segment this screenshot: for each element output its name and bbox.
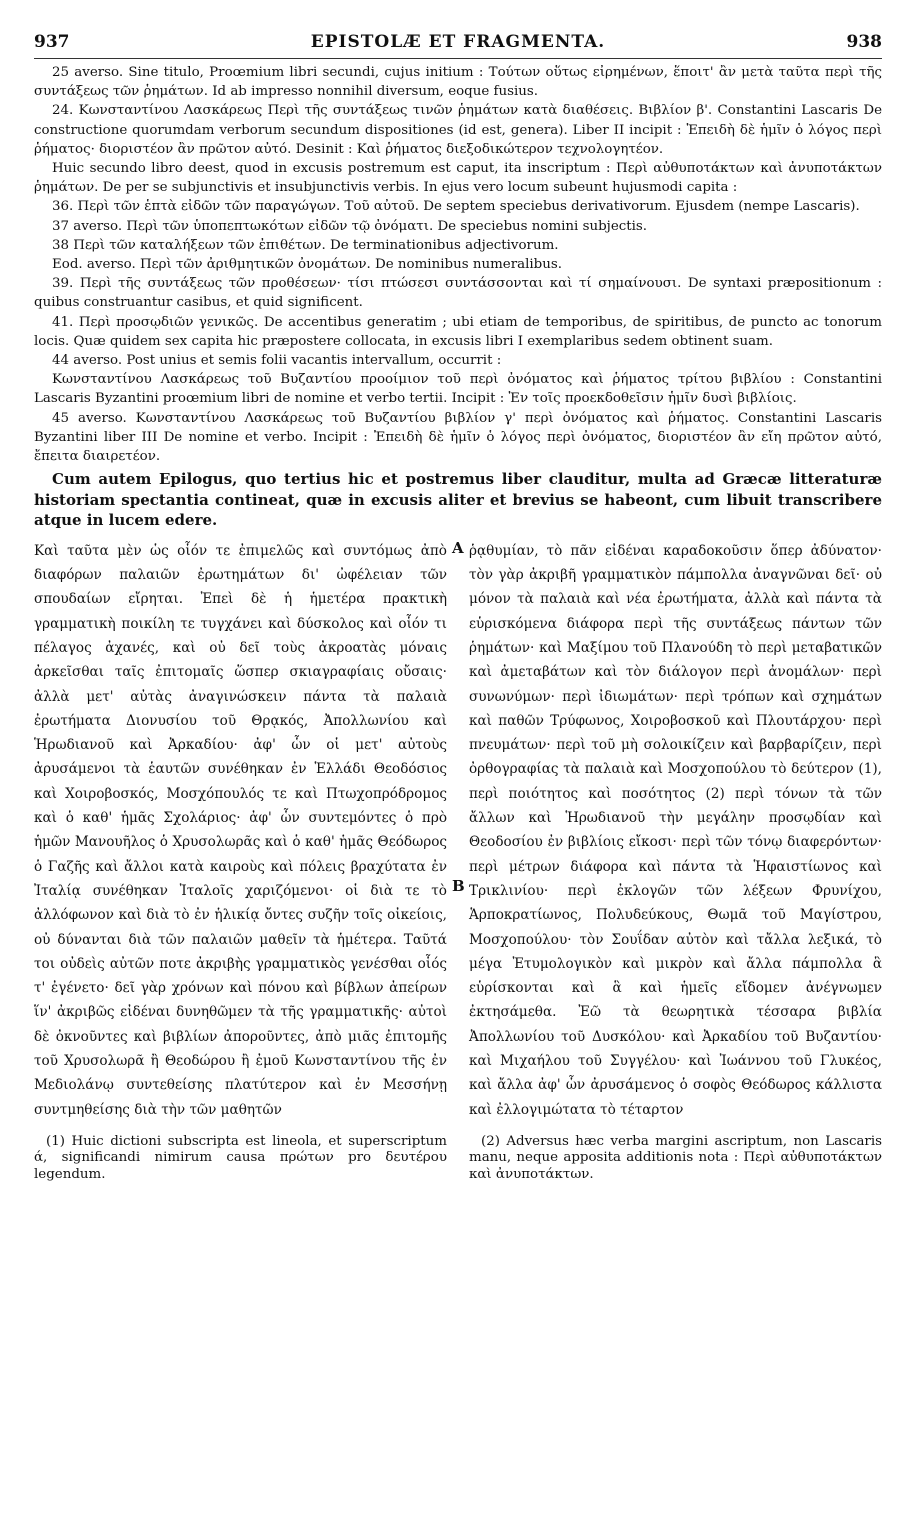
left-column-text: Καὶ ταῦτα μὲν ὡς οἷόν τε ἐπιμελῶς καὶ συντόμως ἀπὸ διαφόρων παλαιῶν ἐρωτημάτων δι' ὠφέλειαν τῶν σπουδαίων εἴρηται. Ἐπεὶ δὲ ἡ ἡμετέρα πρακτικὴ γραμματικὴ ποικίλη τε τυγχάνει καὶ δύσκολος καὶ οἷόν τι πέλαγος ἀχανές, καὶ οὐ δεῖ τοὺς ἀκροατὰς μόναις ἀρκεῖσθαι ταῖς ἐπιτομαῖς ὥσπερ σκιαγραφίαις οὔσαις· ἀλλὰ μετ' αὐτὰς ἀναγινώσκειν πάντα τὰ παλαιὰ ἐρωτήματα Διονυσίου τοῦ Θρᾳκός, Ἀπολλωνίου καὶ Ἡρωδιανοῦ καὶ Ἀρκαδίου· ἀφ' ὧν οἱ μετ' αὐτοὺς ἀρυσάμενοι τὰ ἑαυτῶν συνέθηκαν ἐν Ἑλλάδι Θεοδόσιος καὶ Χοιροβοσκός, Μοσχόπουλός τε καὶ Πτωχοπρόδρομος καὶ ὁ καθ' ἡμᾶς Σχολάριος· ἀφ' ὧν συντεμόντες ὁ πρὸ ἡμῶν Μανουῆλος ὁ Χρυσολωρᾶς καὶ ὁ καθ' ἡμᾶς Θεόδωρος ὁ Γαζῆς καὶ ἄλλοι κατὰ καιροὺς καὶ πόλεις βραχύτατα ἐν Ἰταλίᾳ συνέθηκαν Ἰταλοῖς χαριζόμενοι· οἱ διὰ τε τὸ ἀλλόφωνον καὶ διὰ τὸ ἐν ἡλικίᾳ ὄντες συζῆν τοῖς οἰκείοις, οὐ δύνανται διὰ τῶν παλαιῶν μαθεῖν τὰ ἡμέτερα. Ταῦτά τοι οὐδεὶς αὐτῶν ποτε ἀκριβὴς γραμματικὸς γενέσθαι οἷός τ' ἐγένετο· δεῖ γὰρ χρόνων καὶ πόνου καὶ βίβλων ἀπείρων ἵν' ἀκριβῶς εἰδέναι δυνηθῶμεν τὰ τῆς γραμματικῆς· αὐτοὶ δὲ ὀκνοῦντες καὶ βιβλίων ἀποροῦντες, ἀπὸ μιᾶς ἐπιτομῆς τοῦ Χρυσολωρᾶ ἢ Θεοδώρου ἢ ἐμοῦ Κωνσταντίνου τῆς ἐν Μεδιολάνῳ συντεθείσης πλατύτερον καὶ ἐν Μεσσήνῃ συντμηθείσης διὰ τὴν τῶν μαθητῶν	[34, 542, 447, 1118]
entry-paragraph: 25 averso. Sine titulo, Proœmium libri secundi, cujus initium : Τούτων οὕτως εἰρημένων, ἕποιτ' ἂν μετὰ ταῦτα περὶ τῆς συντάξεως τῶν ῥημάτων. Id ab impresso nonnihil diversum, eoque fusius.	[34, 65, 882, 100]
entry-paragraph: Huic secundo libro deest, quod in excusis postremum est caput, ita inscriptum : Περὶ αὐθυποτάκτων καὶ ἀνυποτάκτων ῥημάτων. De per se subjunctivis et insubjunctivis verbis. In ejus vero locum subeunt hujusmodi capita :	[34, 161, 882, 196]
right-column-text: ῥᾳθυμίαν, τὸ πᾶν εἰδέναι καραδοκοῦσιν ὅπερ ἀδύνατον· τὸν γὰρ ἀκριβῆ γραμματικὸν πάμπολλα ἀναγνῶναι δεῖ· οὐ μόνον τὰ παλαιὰ καὶ νέα ἐρωτήματα, ἀλλὰ καὶ πάντα τὰ εὑρισκόμενα διάφορα περὶ τῆς συντάξεως πάντων τῶν ῥημάτων· καὶ Μαξίμου τοῦ Πλανούδη τὸ περὶ μεταβατικῶν καὶ ἀμεταβάτων καὶ τὸν διάλογον περὶ ἀνομάλων· περὶ συνωνύμων· περὶ ἰδιωμάτων· περὶ τρόπων καὶ σχημάτων καὶ παθῶν Τρύφωνος, Χοιροβοσκοῦ καὶ Πλουτάρχου· περὶ πνευμάτων· περὶ τοῦ μὴ σολοικίζειν καὶ βαρβαρίζειν, περὶ ὀρθογραφίας τὰ παλαιὰ καὶ Μοσχοπούλου τὸ δεύτερον (1), περὶ ποιότητος καὶ ποσότητος (2) περὶ τόνων τὰ τῶν ἄλλων καὶ Ἡρωδιανοῦ τὴν μεγάλην προσῳδίαν καὶ Θεοδοσίου ἐν βιβλίοις εἴκοσι· περὶ τῶν τόνῳ διαφερόντων· περὶ μέτρων διάφορα καὶ πάντα τὰ Ἡφαιστίωνος καὶ Τρικλινίου· περὶ ἐκλογῶν τῶν λέξεων Φρυνίχου, Ἁρποκρατίωνος, Πολυδεύκους, Θωμᾶ τοῦ Μαγίστρου, Μοσχοπούλου· τὸν Σουΐδαν αὐτὸν καὶ τἄλλα λεξικά, τὸ μέγα Ἐτυμολογικὸν καὶ μικρὸν καὶ ἄλλα πάμπολλα ἃ εὑρίσκονται καὶ ἃ καὶ ἡμεῖς εἴδομεν ἀνέγνωμεν ἐκτησάμεθα. Ἐῶ τὰ θεωρητικὰ τέσσαρα βιβλία Ἀπολλωνίου τοῦ Δυσκόλου· καὶ Ἀρκαδίου τοῦ Βυζαντίου· καὶ Μιχαήλου τοῦ Συγγέλου· καὶ Ἰωάννου τοῦ Γλυκέος, καὶ ἄλλα ἀφ' ὧν ἀρυσάμενος ὁ σοφὸς Θεόδωρος κάλλιστα καὶ ἐλλογιμώτατα τὸ τέταρτον	[469, 542, 882, 1118]
entry-paragraph: 37 averso. Περὶ τῶν ὑποπεπτωκότων εἰδῶν τῷ ὀνόματι. De speciebus nomini subjectis.	[52, 218, 648, 234]
entry-paragraph: 36. Περὶ τῶν ἑπτὰ εἰδῶν τῶν παραγώγων. Τοῦ αὐτοῦ. De septem speciebus derivativorum. Ejusdem (nempe Lascaris).	[52, 199, 860, 215]
running-header	[34, 28, 882, 59]
entry-paragraph: Κωνσταντίνου Λασκάρεως τοῦ Βυζαντίου προοίμιον τοῦ περὶ ὀνόματος καὶ ῥήματος τρίτου βιβλίου : Constantini Lascaris Byzantini proœmium libri de nomine et verbo tertii. Incipit : Ἐν τοῖς προεκδοθεῖσιν ἡμῖν δυσὶ βιβλίοις.	[34, 372, 882, 407]
footnotes	[34, 1134, 882, 1184]
entry-paragraph: 44 averso. Post unius et semis folii vacantis intervallum, occurrit :	[52, 353, 502, 369]
column-marker-a: A	[452, 538, 464, 557]
entry-paragraph: Eod. averso. Περὶ τῶν ἀριθμητικῶν ὀνομάτων. De nominibus numeralibus.	[52, 257, 562, 273]
entry-paragraph: 45 averso. Κωνσταντίνου Λασκάρεως τοῦ Βυζαντίου βιβλίον γ' περὶ ὀνόματος καὶ ῥήματος. Constantini Lascaris Byzantini liber III De nomine et verbo. Incipit : Ἐπειδὴ δὲ ἡμῖν ὁ λόγος περὶ ὀνόματος, διοριστέον ἂν εἴη πρῶτον αὐτό, ἔπειτα διαιρετέον.	[34, 410, 882, 465]
left-column	[34, 539, 447, 1122]
column-marker-b: B	[452, 876, 465, 895]
catalogue-entries	[34, 63, 882, 466]
greek-two-column-text	[34, 539, 882, 1122]
entry-paragraph: 24. Κωνσταντίνου Λασκάρεως Περὶ τῆς συντάξεως τινῶν ῥημάτων κατὰ διαθέσεις. Βιβλίον β'. Constantini Lascaris De constructione quorumdam verborum secundum dispositiones (id est, genera). Liber II incipit : Ἐπειδὴ δὲ ἡμῖν ὁ λόγος περὶ ῥήματος· διοριστέον ἂν πρῶτον αὐτό. Desinit : Καὶ ῥήματος διεξοδικώτερον τεχνολογητέον.	[34, 103, 882, 157]
left-page-number: 937	[34, 32, 70, 52]
entry-paragraph: 41. Περὶ προσῳδιῶν γενικῶς. De accentibus generatim ; ubi etiam de temporibus, de spiritibus, de puncto ac tonorum locis. Quæ quidem sex capita hic præpostere collocata, in excusis libri I exemplaribus sedem obtinent suam.	[34, 314, 882, 349]
intro-paragraph: Cum autem Epilogus, quo tertius hic et postremus liber clauditur, multa ad Græcæ litteraturæ historiam spectantia contineat, quæ in excusis aliter et brevius se habeont, cum libuit transcribere atque in lucem edere.	[34, 470, 882, 530]
right-page-number: 938	[846, 32, 882, 52]
entry-paragraph: 38 Περὶ τῶν καταλήξεων τῶν ἐπιθέτων. De terminationibus adjectivorum.	[52, 237, 559, 253]
right-column	[469, 539, 882, 1122]
epilogue-introduction	[34, 469, 882, 531]
running-title: EPISTOLÆ ET FRAGMENTA.	[310, 32, 606, 52]
footnote-2: (2) Adversus hæc verba margini ascriptum, non Lascaris manu, neque apposita additionis nota : Περὶ αὐθυποτάκτων καὶ ἀνυποτάκτων.	[469, 1133, 882, 1182]
entry-paragraph: 39. Περὶ τῆς συντάξεως τῶν προθέσεων· τίσι πτώσεσι συντάσσονται καὶ τί σημαίνουσι. De syntaxi præpositionum : quibus construantur casibus, et quid significent.	[34, 276, 882, 311]
footnote-1: (1) Huic dictioni subscripta est lineola, et superscriptum ά, significandi nimirum causa πρώτων pro δευτέρου legendum.	[34, 1133, 447, 1182]
